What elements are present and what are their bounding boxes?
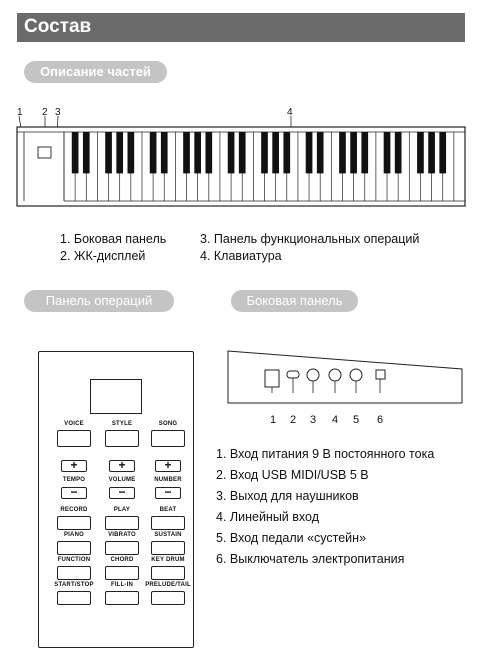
black-key	[105, 132, 112, 173]
callout-1: 1	[17, 107, 23, 118]
black-key	[239, 132, 246, 173]
record-button[interactable]	[57, 516, 91, 530]
port-number-1: 1	[270, 414, 277, 426]
black-key	[384, 132, 391, 173]
callout-2: 2	[42, 107, 48, 118]
minus-icon: −	[118, 485, 126, 499]
label-key-drum: KEY DRUM	[151, 557, 185, 563]
side-item-headphones: 3. Выход для наушников	[216, 489, 359, 503]
start-stop-button[interactable]	[57, 591, 91, 605]
voice-button[interactable]	[57, 430, 91, 447]
plus-icon: +	[118, 458, 126, 472]
black-key	[261, 132, 268, 173]
volume-plus-button[interactable]	[109, 460, 135, 472]
label-start-stop: START/STOP	[54, 582, 94, 588]
prelude-tail-button[interactable]	[151, 591, 185, 605]
black-key	[272, 132, 279, 173]
black-key	[194, 132, 201, 173]
operation-panel	[38, 351, 194, 648]
play-button[interactable]	[105, 516, 139, 530]
plus-icon: +	[164, 458, 172, 472]
tempo-plus-button[interactable]	[61, 460, 87, 472]
legend-item-side-panel: 1. Боковая панель	[60, 232, 167, 246]
black-key	[428, 132, 435, 173]
black-key	[339, 132, 346, 173]
headphone-jack	[307, 369, 319, 381]
side-panel-illustration	[220, 345, 470, 435]
black-key	[439, 132, 446, 173]
label-play: PLAY	[113, 507, 131, 513]
black-key	[150, 132, 157, 173]
sustain-button[interactable]	[151, 541, 185, 555]
label-fill-in: FILL-IN	[110, 582, 134, 588]
black-key	[83, 132, 90, 173]
black-key	[183, 132, 190, 173]
callout-4: 4	[287, 107, 293, 118]
black-key	[317, 132, 324, 173]
label-style: STYLE	[111, 421, 133, 427]
dc-power-jack	[265, 370, 279, 387]
black-key	[306, 132, 313, 173]
label-function: FUNCTION	[57, 557, 91, 563]
song-button[interactable]	[151, 430, 185, 447]
port-number-5: 5	[353, 414, 360, 426]
label-voice: VOICE	[64, 421, 84, 427]
volume-minus-button[interactable]	[109, 487, 135, 499]
line-in-jack	[329, 369, 341, 381]
label-chord: CHORD	[110, 557, 134, 563]
label-piano: PIANO	[63, 532, 84, 538]
page-title: Состав	[24, 16, 92, 37]
parts-section-label: Описание частей	[24, 61, 167, 83]
minus-icon: −	[70, 485, 78, 499]
side-panel-section-label: Боковая панель	[231, 290, 358, 312]
minus-icon: −	[164, 485, 172, 499]
label-record: RECORD	[60, 507, 88, 513]
number-plus-button[interactable]	[155, 460, 181, 472]
black-key	[72, 132, 79, 173]
side-item-power-switch: 6. Выключатель электропитания	[216, 552, 405, 566]
power-switch	[376, 370, 385, 379]
piano-button[interactable]	[57, 541, 91, 555]
style-button[interactable]	[105, 430, 139, 447]
label-number: NUMBER	[154, 477, 182, 483]
port-number-2: 2	[290, 414, 297, 426]
label-sustain: SUSTAIN	[154, 532, 182, 538]
label-volume: VOLUME	[108, 477, 136, 483]
black-key	[395, 132, 402, 173]
callout-3: 3	[55, 107, 61, 118]
side-item-dc-in: 1. Вход питания 9 В постоянного тока	[216, 447, 435, 461]
black-key	[205, 132, 212, 173]
port-number-3: 3	[310, 414, 317, 426]
label-tempo: TEMPO	[62, 477, 86, 483]
port-number-6: 6	[377, 414, 384, 426]
black-key	[161, 132, 168, 173]
operations-section-label: Панель операций	[24, 290, 174, 312]
side-item-sustain: 5. Вход педали «сустейн»	[216, 531, 367, 545]
black-key	[350, 132, 357, 173]
lcd-display	[38, 147, 51, 158]
sustain-pedal-jack	[350, 369, 362, 381]
fill-in-button[interactable]	[105, 591, 139, 605]
side-item-usb: 2. Вход USB MIDI/USB 5 В	[216, 468, 369, 482]
side-panel-list	[216, 444, 434, 570]
black-key	[127, 132, 134, 173]
black-key	[116, 132, 123, 173]
beat-button[interactable]	[151, 516, 185, 530]
key-drum-button[interactable]	[151, 566, 185, 580]
tempo-minus-button[interactable]	[61, 487, 87, 499]
black-key	[361, 132, 368, 173]
label-song: SONG	[158, 421, 178, 427]
number-minus-button[interactable]	[155, 487, 181, 499]
chord-button[interactable]	[105, 566, 139, 580]
vibrato-button[interactable]	[105, 541, 139, 555]
label-beat: BEAT	[159, 507, 177, 513]
keyboard-illustration	[0, 100, 480, 212]
legend-item-keyboard: 4. Клавиатура	[200, 249, 282, 263]
plus-icon: +	[70, 458, 78, 472]
usb-port	[287, 371, 299, 378]
section-header	[17, 13, 465, 42]
side-item-line-in: 4. Линейный вход	[216, 510, 319, 524]
port-number-4: 4	[332, 414, 339, 426]
black-key	[283, 132, 290, 173]
black-key	[228, 132, 235, 173]
legend-item-function-panel: 3. Панель функциональных операций	[200, 232, 420, 246]
black-key	[417, 132, 424, 173]
function-button[interactable]	[57, 566, 91, 580]
label-prelude-tail: PRELUDE/TAIL	[145, 582, 191, 588]
label-vibrato: VIBRATO	[108, 532, 136, 538]
lcd-screen	[90, 379, 142, 414]
legend-item-lcd: 2. ЖК-дисплей	[60, 249, 146, 263]
